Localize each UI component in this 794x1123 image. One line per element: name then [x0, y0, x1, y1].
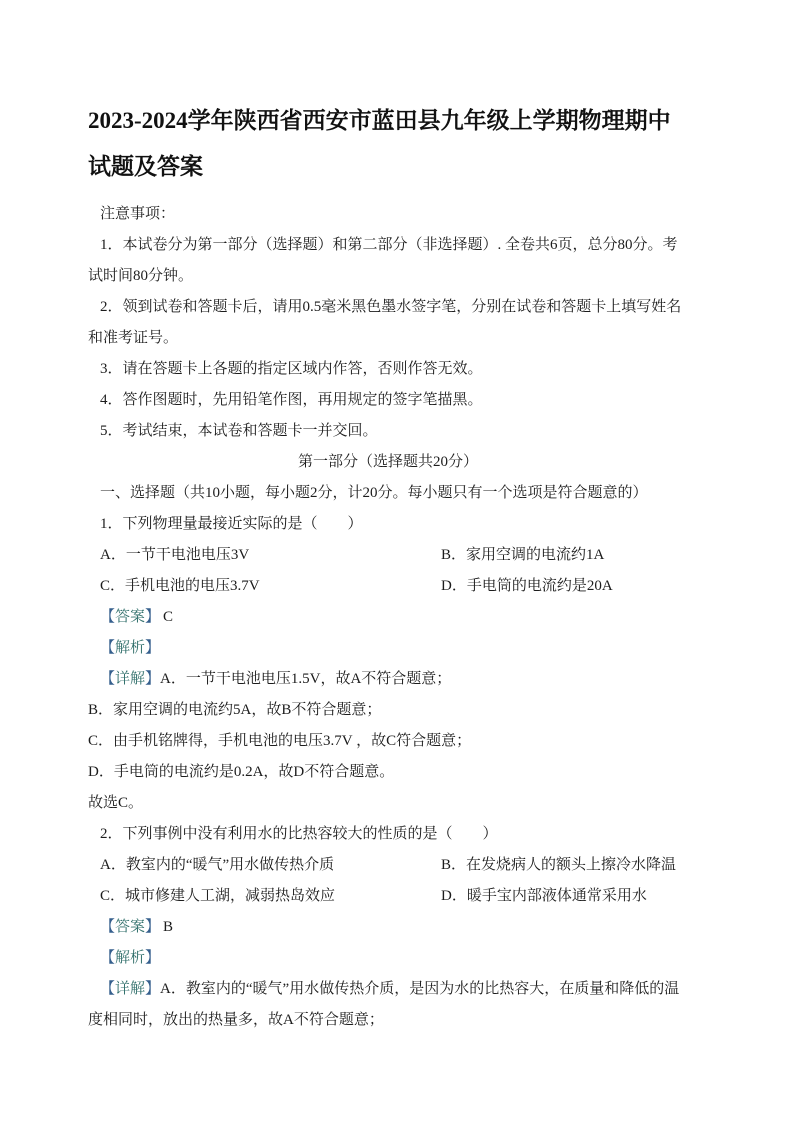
question-1-options-row-1	[88, 540, 688, 571]
question-2-stem: 2．下列事例中没有利用水的比热容较大的性质的是（ ）	[100, 826, 498, 842]
bracket-close: 】	[145, 640, 161, 656]
question-1-answer-line	[88, 602, 688, 633]
notice-item-5: 5．考试结束，本试卷和答题卡一并交回。	[100, 423, 378, 439]
bracket-open: 【	[100, 671, 116, 687]
question-1-option-a: A．一节干电池电压3V	[100, 547, 250, 563]
analysis-label: 解析	[115, 640, 146, 656]
notice-item-4: 4．答作图题时，先用铅笔作图，再用规定的签字笔描黑。	[100, 392, 483, 408]
bracket-open: 【	[100, 919, 116, 935]
detail-label: 详解	[115, 981, 146, 997]
question-2-answer-line	[88, 912, 688, 943]
answer-label: 答案	[115, 919, 146, 935]
question-1-stem: 1．下列物理量最接近实际的是（ ）	[100, 516, 363, 532]
answer-label: 答案	[115, 609, 146, 625]
bracket-close: 】	[145, 609, 161, 625]
bracket-close: 】	[145, 919, 161, 935]
question-2-answer-value: B	[163, 919, 174, 935]
notice-heading: 注意事项：	[100, 206, 176, 222]
question-2-option-c: C．城市修建人工湖，减弱热岛效应	[100, 888, 336, 904]
section-title: 一、选择题（共10小题，每小题2分，计20分。每小题只有一个选项是符合题意的）	[100, 485, 648, 501]
notice-item-3: 3．请在答题卡上各题的指定区域内作答，否则作答无效。	[100, 361, 483, 377]
question-1-answer-value: C	[163, 609, 174, 625]
detail-label: 详解	[115, 671, 146, 687]
question-1-detail-line-a	[88, 664, 688, 695]
question-1-option-c: C．手机电池的电压3.7V	[100, 578, 260, 594]
document-content	[88, 98, 688, 1036]
question-2-options-row-1	[88, 850, 688, 881]
question-2-detail-text-a: A．教室内的“暖气”用水做传热介质，是因为水的比热容大，在质量和降低的温度相同时，放出的热量多，故A不符合题意；	[88, 981, 680, 1028]
question-2-option-a: A．教室内的“暖气”用水做传热介质	[100, 857, 335, 873]
bracket-close: 】	[145, 671, 161, 687]
question-1-option-b: B．家用空调的电流约1A	[441, 547, 605, 563]
bracket-close: 】	[145, 950, 161, 966]
question-1-option-d: D．手电筒的电流约是20A	[441, 578, 613, 594]
notice-item-1: 1．本试卷分为第一部分（选择题）和第二部分（非选择题）. 全卷共6页，总分80分。考试时间80分钟。	[88, 237, 678, 284]
question-1-detail-line-d: D．手电筒的电流约是0.2A，故D不符合题意。	[88, 764, 395, 780]
bracket-close: 】	[145, 981, 161, 997]
document-title: 2023-2024学年陕西省西安市蓝田县九年级上学期物理期中试题及答案	[88, 108, 671, 179]
question-2-option-b: B．在发烧病人的额头上擦冷水降温	[441, 857, 677, 873]
question-1-analysis-line	[88, 633, 688, 664]
part-header: 第一部分（选择题共20分）	[297, 454, 478, 470]
question-2-analysis-line	[88, 943, 688, 974]
question-1-options-row-2	[88, 571, 688, 602]
question-1-detail-line-b: B．家用空调的电流约5A，故B不符合题意；	[88, 702, 382, 718]
question-1-detail-line-c: C．由手机铭牌得，手机电池的电压3.7V ，故C符合题意；	[88, 733, 472, 749]
question-2-detail-line-a	[88, 974, 688, 1036]
bracket-open: 【	[100, 609, 116, 625]
bracket-open: 【	[100, 981, 116, 997]
notice-item-2: 2．领到试卷和答题卡后，请用0.5毫米黑色墨水签字笔，分别在试卷和答题卡上填写姓名和准考证号。	[88, 299, 682, 346]
question-2-options-row-2	[88, 881, 688, 912]
question-1-conclusion: 故选C。	[88, 795, 144, 811]
bracket-open: 【	[100, 640, 116, 656]
analysis-label: 解析	[115, 950, 146, 966]
question-2-option-d: D．暖手宝内部液体通常采用水	[441, 888, 647, 904]
bracket-open: 【	[100, 950, 116, 966]
question-1-detail-text-a: A．一节干电池电压1.5V，故A不符合题意；	[160, 671, 452, 687]
